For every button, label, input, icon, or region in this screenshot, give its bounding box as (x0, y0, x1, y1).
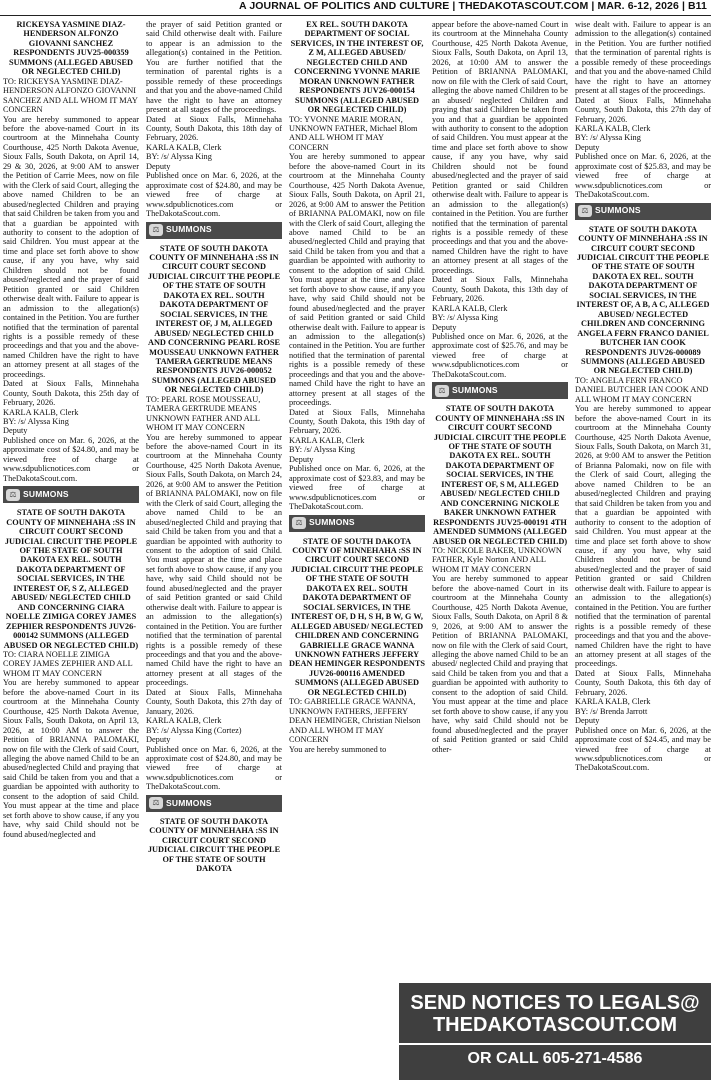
notice-line: Deputy (432, 322, 457, 332)
notice-caption: STATE OF SOUTH DAKOTA COUNTY OF MINNEHAHA :SS IN CIRCUIT COURT SECOND JUDICIAL CIRCUIT THE PEOPLE OF THE STATE OF SOUTH DAKOTA EX REL. SOUTH DAKOTA DEPARTMENT OF SOCIAL SERVICES, IN THE INTEREST OF, J M, ALLEGED ABUSED/ NEGLECTED CHILD AND CONCERNING PEARL ROSE MOUSSEAU UNKNOWN FATHER TAMERA GERTRUDE MEANS RESPONDENTS JUV26-000052 SUMMONS (ALLEGED ABUSED OR NEGLECTED CHILD) (147, 243, 281, 395)
notice-line: Deputy (575, 716, 600, 726)
notice-paragraph: the prayer of said Petition granted or said Child otherwise dealt with. Failure to appear is an admission to the allegation(s) contained in the Petition. You are further notified that the termination of parental rights is a possible remedy of these proceedings and that you and the above-named Child have the right to have an attorney present at all stages of the proceedings. (146, 20, 282, 115)
banner-label: SUMMONS (595, 205, 641, 216)
notice-line: KARLA KALB, Clerk (3, 407, 79, 417)
notice-line: TO: NICKOLE BAKER, UNKNOWN FATHER, Kyle Norton AND ALL WHOM IT MAY CONCERN (432, 546, 562, 574)
banner-label: SUMMONS (166, 224, 212, 235)
column-5 (575, 20, 711, 980)
column-1 (3, 20, 139, 1078)
notice-line: BY: /s/ Alyssa King (575, 133, 641, 143)
notice-paragraph: You are hereby summoned to appear before the above-named Court in its courtroom at the Minnehaha County Courthouse, 425 North Dakota Avenue, Sioux Falls, South Dakota, on April 8 & 9, 2026, at 9:00 AM to answer the Petition of BRIANNA PALOMAKI, now on file with the Clerk of said Court, alleging the above named Child to be an abused/ neglected Child and praying that said Child be taken from you and that a guardian be appointed with authority to consent to the adoption of said Child. You must appear at the time and place set forth above to show cause, if any you have, why said Child should not be found abused/neglected and the prayer of said Petition granted or said Child other- (432, 574, 568, 754)
gavel-icon: ⚖ (578, 205, 592, 217)
notice-line: Deputy (289, 454, 314, 464)
notice-paragraph: Dated at Sioux Falls, Minnehaha County, South Dakota, this 19th day of February, 2026. (289, 407, 425, 436)
notice-paragraph: You are hereby summoned to (289, 744, 387, 754)
notice-paragraph: Published once on Mar. 6, 2026, at the approximate cost of $24.45, and may be viewed free of charge at www.sdpublicnotices.com or TheDakotaScout.com. (575, 725, 711, 773)
notice-caption: EX REL. SOUTH DAKOTA DEPARTMENT OF SOCIAL SERVICES, IN THE INTEREST OF, Z M, ALLEGED ABUSED/ NEGLECTED CHILD AND CONCERNING YVONNE MARIE MORAN UNKNOWN FATHER RESPONDENTS JUV26-000154 SUMMONS (ALLEGED ABUSED OR NEGLECTED CHILD) (290, 20, 424, 115)
banner-label: SUMMONS (166, 797, 212, 808)
summons-banner (146, 222, 282, 239)
notice-line: Deputy (146, 161, 171, 171)
notice-line: TO: RICKEYSA YASMINE DIAZ-HENDERSON ALFONZO GIOVANNI SANCHEZ AND ALL WHOM IT MAY CONCERN (3, 76, 138, 115)
notice-paragraph: Dated at Sioux Falls, Minnehaha County, South Dakota, this 13th day of February, 2026. (432, 275, 568, 304)
notice-paragraph: Published once on Mar. 6, 2026, at the approximate cost of $24.80, and may be viewed free of charge at www.sdpublicnotices.com or TheDakotaScout.com. (146, 171, 282, 219)
ad-email-line-1: SEND NOTICES TO LEGALS@ (410, 992, 700, 1014)
notice-caption: STATE OF SOUTH DAKOTA COUNTY OF MINNEHAHA :SS IN CIRCUIT COURT SECOND JUDICIAL CIRCUIT THE PEOPLE OF THE STATE OF SOUTH DAKOTA (147, 816, 281, 874)
summons-banner (289, 515, 425, 532)
notice-line: BY: /s/ Alyssa King (Cortez) (146, 725, 242, 735)
notice-caption: STATE OF SOUTH DAKOTA COUNTY OF MINNEHAHA :SS IN CIRCUIT COURT SECOND JUDICIAL CIRCUIT THE PEOPLE OF THE STATE OF SOUTH DAKOTA EX REL. SOUTH DAKOTA DEPARTMENT OF SOCIAL SERVICES, IN THE INTEREST OF, S M, ALLEGED ABUSED/ NEGLECTED CHILD AND CONCERNING NICKOLE BAKER UNKNOWN FATHER RESPONDENTS JUV25-000191 4TH AMENDED SUMMONS (ALLEGED ABUSED OR NEGLECTED CHILD) (432, 404, 568, 546)
notice-line: BY: /s/ Alyssa King (289, 445, 355, 455)
notice-line: BY: /s/ Alyssa King (3, 417, 69, 427)
summons-banner (146, 795, 282, 812)
notice-line: BY: /s/ Alyssa King (146, 152, 212, 162)
gavel-icon: ⚖ (292, 517, 306, 529)
notice-line: KARLA KALB, Clerk (289, 435, 365, 445)
column-4 (432, 20, 568, 1078)
notice-line: TO: YVONNE MARIE MORAN, UNKNOWN FATHER, Michael Blom AND ALL WHOM IT MAY CONCERN (289, 114, 418, 152)
notice-caption: STATE OF SOUTH DAKOTA COUNTY OF MINNEHAHA :SS IN CIRCUIT COURT SECOND JUDICIAL CIRCUIT THE PEOPLE OF THE STATE OF SOUTH DAKOTA EX REL. SOUTH DAKOTA DEPARTMENT OF SOCIAL SERVICES, IN THE INTEREST OF, A B, A C, ALLEGED ABUSED/ NEGLECTED CHILDREN AND CONCERNING ANGELA FERN FRANCO DANIEL BUTCHER IAN COOK RESPONDENTS JUV26-000089 SUMMONS (ALLEGED ABUSED OR NEGLECTED CHILD) (576, 224, 710, 376)
send-notices-ad (399, 983, 711, 1080)
column-2 (146, 20, 282, 1078)
notice-line: BY: /s/ Brenda Jarrott (575, 706, 648, 716)
notice-line: TO: GABRIELLE GRACE WANNA, UNKNOWN FATHERS, JEFFERY DEAN HEMINGER, Christian Nielson AND ALL WHOM IT MAY CONCERN (289, 697, 421, 745)
notice-paragraph: Published once on Mar. 6, 2026, at the approximate cost of $25.76, and may be viewed free of charge at www.sdpublicnotices.com or TheDakotaScout.com. (432, 331, 568, 379)
notice-line: KARLA KALB, Clerk (146, 716, 222, 726)
notice-paragraph: wise dealt with. Failure to appear is an admission to the allegation(s) contained in the Petition. You are further notified that the termination of parental rights is a possible remedy of these proceedings and that you and the above-named Child have the right to have an attorney present at all stages of the proceedings. (575, 20, 711, 96)
notice-line: BY: /s/ Alyssa King (432, 313, 498, 323)
gavel-icon: ⚖ (149, 797, 163, 809)
notice-line: KARLA KALB, Clerk (575, 697, 651, 707)
notice-paragraph: You are hereby summoned to appear before the above-named Court in its courtroom at the Minnehaha County Courthouse, 425 North Dakota Avenue, Sioux Falls, South Dakota, on March 24, 2026, at 9:00 AM to answer the Petition of BRIANNA PALOMAKI, now on file with the Clerk of said Court, alleging the above named Child to be an abused/neglected Child and praying that said Child be taken from you and that a guardian be appointed with authority to consent to the adoption of said Child. You must appear at the time and place set forth above to show cause, if any you have, why said Child should not be found abused/neglected and the prayer of said Petition granted or said Child otherwise dealt with. Failure to appear is an admission to the allegation(s) contained in the Petition. You are further notified that the termination of parental rights is a possible remedy of these proceedings and that you and the above-named Child have the right to have an attorney present at all stages of the proceedings. (146, 432, 282, 688)
notice-paragraph: Published once on Mar. 6, 2026, at the approximate cost of $25.83, and may be viewed free of charge at www.sdpublicnotices.com or TheDakotaScout.com. (575, 152, 711, 200)
column-3 (289, 20, 425, 1078)
notice-line: KARLA KALB, Clerk (432, 303, 508, 313)
notice-line: KARLA KALB, Clerk (146, 142, 222, 152)
notice-caption: RICKEYSA YASMINE DIAZ-HENDERSON ALFONZO GIOVANNI SANCHEZ RESPONDENTS JUV25-000359 SUMMONS (ALLEGED ABUSED OR NEGLECTED CHILD) (8, 20, 133, 77)
header-rule (0, 15, 711, 16)
page-header (0, 0, 711, 14)
gavel-icon: ⚖ (149, 224, 163, 236)
notice-line: TO: PEARL ROSE MOUSSEAU, TAMERA GERTRUDE MEANS UNKNOWN FATHER AND ALL WHOM IT MAY CONCERN (146, 394, 261, 433)
notice-paragraph: Dated at Sioux Falls, Minnehaha County, South Dakota, this 18th day of February, 2026. (146, 114, 282, 143)
notice-paragraph: Published once on Mar. 6, 2026, at the approximate cost of $23.83, and may be viewed free of charge at www.sdpublicnotices.com or TheDakotaScout.com. (289, 464, 425, 512)
notice-paragraph: Dated at Sioux Falls, Minnehaha County, South Dakota, this 25th day of February, 2026. (3, 379, 139, 408)
notice-paragraph: You are hereby summoned to appear before the above-named Court in its courtroom at the Minnehaha County Courthouse, 425 North Dakota Avenue, Sioux Falls, South Dakota, on March 31, 2026, at 9:00 AM to answer the Petition of Brianna Palomaki, now on file with the Clerk of said Court, alleging the above named Children to be an abused/neglected Children and praying that said Children be taken from you and that a guardian be appointed with authority to consent to the adoption of said Children. You must appear at the time and place set forth above to show cause, if any you have, why said Children should not be found abused/neglected and the prayer of said Petition granted or said Children otherwise dealt with. Failure to appear is an admission to the allegation(s) contained in the Petition. You are further notified that the termination of parental rights is a possible remedy of these proceedings and that you and the above-named Children have the right to have an attorney present at all stages of the proceedings. (575, 404, 711, 669)
header-text: A JOURNAL OF POLITICS AND CULTURE | THEDAKOTASCOUT.COM | MAR. 6-12, 2026 | B11 (239, 0, 707, 12)
banner-label: SUMMONS (23, 488, 69, 499)
notice-caption: STATE OF SOUTH DAKOTA COUNTY OF MINNEHAHA :SS IN CIRCUIT COURT SECOND JUDICIAL CIRCUIT THE PEOPLE OF THE STATE OF SOUTH DAKOTA EX REL. SOUTH DAKOTA DEPARTMENT OF SOCIAL SERVICES, IN THE INTEREST OF, D H, S H, B W, G W, ALLEGED ABUSED/ NEGLECTED CHILDREN AND CONCERNING GABRIELLE GRACE WANNA UNKNOWN FATHERS JEFFERY DEAN HEMINGER RESPONDENTS JUV26-000116 AMENDED SUMMONS (ALLEGED ABUSED OR NEGLECTED CHILD) (289, 536, 425, 697)
notice-paragraph: Dated at Sioux Falls, Minnehaha County, South Dakota, this 27th day of January, 2026. (146, 687, 282, 716)
notice-caption: STATE OF SOUTH DAKOTA COUNTY OF MINNEHAHA :SS IN CIRCUIT COURT SECOND JUDICIAL CIRCUIT THE PEOPLE OF THE STATE OF SOUTH DAKOTA EX REL. SOUTH DAKOTA DEPARTMENT OF SOCIAL SERVICES, IN THE INTEREST OF, S Z, ALLEGED ABUSED/ NEGLECTED CHILD AND CONCERNING CIARA NOELLE ZIMIGA COREY JAMES ZEPHIER RESPONDENTS JUV26-000142 SUMMONS (ALLEGED ABUSED OR NEGLECTED CHILD) (3, 508, 139, 650)
notice-paragraph: Published once on Mar. 6, 2026, at the approximate cost of $24.80, and may be viewed free of charge at www.sdpublicnotices.com or TheDakotaScout.com. (3, 435, 139, 483)
gavel-icon: ⚖ (435, 385, 449, 397)
summons-banner (575, 203, 711, 220)
notice-paragraph: You are hereby summoned to appear before the above-named Court in its courtroom at the Minnehaha County Courthouse, 425 North Dakota Avenue, Sioux Falls, South Dakota, on April 13, 2026, at 10:00 AM to answer the Petition of BRIANNA PALOMAKI, now on file with the Clerk of said Court, alleging the above named Child to be an abused/neglected Child and praying that said Child be taken from you and that a guardian be appointed with authority to consent to the adoption of said Child. You must appear at the time and place set forth above to show cause, if any you have, why said Child should not be found abused/neglected and (3, 678, 139, 839)
notice-paragraph: appear before the above-named Court in its courtroom at the Minnehaha County Courthouse, 425 North Dakota Avenue, Sioux Falls, South Dakota, on April 13, 2026, at 10:00 AM to answer the Petition of BRIANNA PALOMAKI, now on file with the Clerk of said Court, alleging the above named Children to be an abused/ neglected Children and praying that said Children be taken from you and that a guardian be appointed with authority to consent to the adoption of said Children. You must appear at the time and place set forth above to show cause, if any you have, why said Children should not be found abused/neglected and the prayer of said Petition granted or said Children otherwise dealt with. Failure to appear is an admission to the allegation(s) contained in the Petition. You are further notified that the termination of parental rights is a possible remedy of these proceedings and that you and the above-named Children have the right to have an attorney present at all stages of the proceedings. (432, 20, 568, 275)
ad-divider (399, 1043, 711, 1045)
notice-paragraph: You are hereby summoned to appear before the above-named Court in its courtroom at the Minnehaha County Courthouse, 425 North Dakota Avenue, Sioux Falls, South Dakota, on April 14, 29 & 30, 2026, at 9:00 AM to answer the Petition of Carrie Mees, now on file with the Clerk of said Court, alleging the above named Children to be an abused/neglected Children and praying that said Children be taken from you and that a guardian be appointed with authority to consent to the adoption of said Children. You must appear at the time and place set forth above to show cause, if any you have, why said Children should not be found abused/neglected and the prayer of said Petition granted or said Children otherwise dealt with. Failure to appear is an admission to the allegation(s) contained in the Petition. You are further notified that the termination of parental rights is a possible remedy of these proceedings and that you and the above-named Children have the right to have an attorney present at all stages of the proceedings. (3, 114, 139, 379)
notice-line: Deputy (575, 142, 600, 152)
notice-line: KARLA KALB, Clerk (575, 123, 651, 133)
notice-paragraph: Dated at Sioux Falls, Minnehaha County, South Dakota, this 27th day of February, 2026. (575, 95, 711, 124)
notice-paragraph: Published once on Mar. 6, 2026, at the approximate cost of $24.80, and may be viewed free of charge at www.sdpublicnotices.com or TheDakotaScout.com. (146, 744, 282, 792)
summons-banner (432, 382, 568, 399)
notice-line: Deputy (146, 735, 171, 745)
notice-line: TO: ANGELA FERN FRANCO DANIEL BUTCHER IAN COOK AND ALL WHOM IT MAY CONCERN (575, 375, 709, 404)
notice-line: TO: CIARA NOELLE ZIMIGA COREY JAMES ZEPHIER AND ALL WHOM IT MAY CONCERN (3, 650, 133, 678)
summons-banner (3, 486, 139, 503)
notice-line: Deputy (3, 426, 28, 436)
ad-phone-line: OR CALL 605-271-4586 (467, 1050, 643, 1067)
banner-label: SUMMONS (309, 517, 355, 528)
gavel-icon: ⚖ (6, 489, 20, 501)
ad-email-line-2: THEDAKOTASCOUT.COM (432, 1014, 678, 1036)
notice-paragraph: Dated at Sioux Falls, Minnehaha County, South Dakota, this 6th day of February, 2026. (575, 668, 711, 697)
notice-paragraph: You are hereby summoned to appear before the above-named Court in its courtroom at the Minnehaha County Courthouse, 425 North Dakota Avenue, Sioux Falls, South Dakota, on April 21, 2026, at 9:00 AM to answer the Petition of BRIANNA PALOMAKI, now on file with the Clerk of said Court, alleging the above named Child to be an abused/neglected Child and praying that said Child be taken from you and that a guardian be appointed with authority to consent to the adoption of said Child. You must appear at the time and place set forth above to show cause, if any you have, why said Child should not be found abused/neglected and the prayer of said Petition granted or said Child otherwise dealt with. Failure to appear is an admission to the allegation(s) contained in the Petition. You are further notified that the termination of parental rights is a possible remedy of these proceedings and that you and the above-named Child have the right to have an attorney present at all stages of the proceedings. (289, 152, 425, 408)
banner-label: SUMMONS (452, 384, 498, 395)
